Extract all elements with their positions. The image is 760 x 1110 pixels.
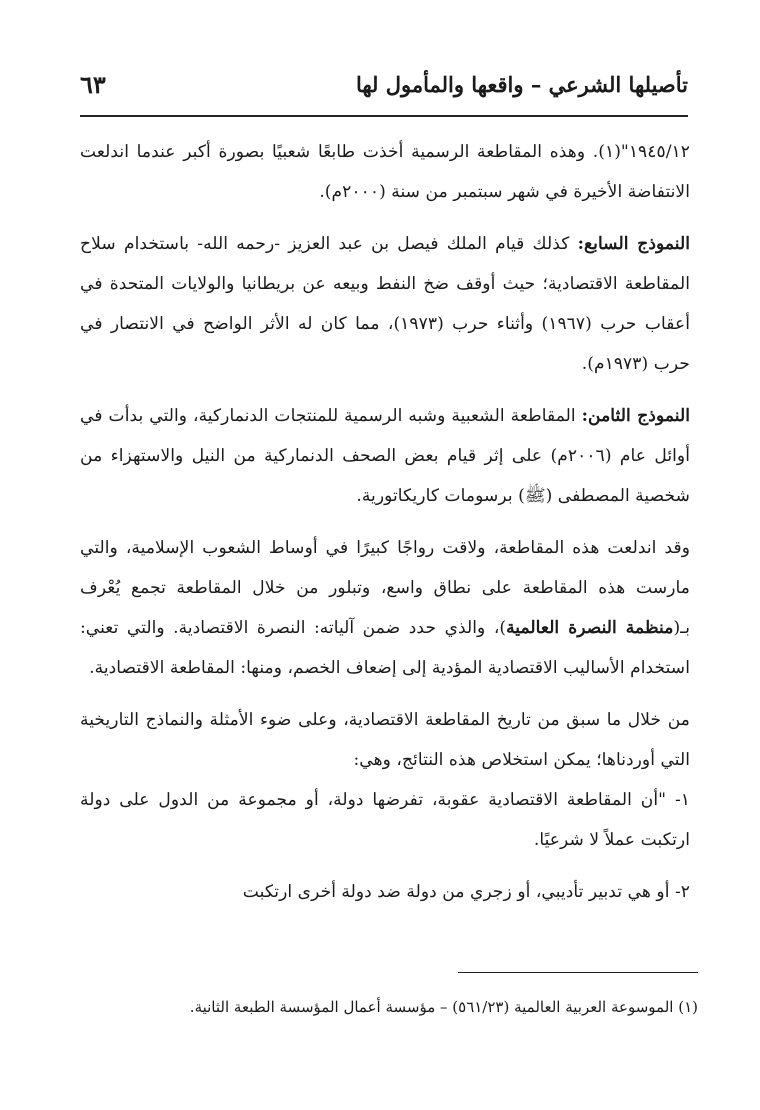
bold-heading: النموذج السابع: [577,234,691,254]
page-header [80,66,688,110]
bold-heading: النموذج الثامن: [581,406,690,426]
paragraph [80,132,690,212]
text-span: )، والذي حدد ضمن آلياته: النصرة الاقتصادية. والتي تعني: استخدام الأساليب الاقتصادية المؤدية إلى إضعاف الخصم، ومنها: المقاطعة الاقتصادية. [80,618,690,678]
paragraph [80,224,690,384]
numbered-item [80,872,690,912]
text-span: ١- "أن المقاطعة الاقتصادية عقوبة، تفرضها دولة، أو مجموعة من الدول على دولة ارتكبت عملاً لا شرعيًا. [80,790,690,850]
paragraph [80,396,690,516]
text-span: ١٩٤٥/١٢"(١). وهذه المقاطعة الرسمية أخذت طابعًا شعبيًا بصورة أكبر عندما اندلعت الانتفاضة الأخيرة في شهر سبتمبر من سنة (٢٠٠٠م). [80,142,690,202]
footnote: (١) الموسوعة العربية العالمية (٥٦١/٢٣) – مؤسسة أعمال المؤسسة الطبعة الثانية. [189,998,698,1016]
header-rule [80,115,688,117]
paragraph [80,528,690,688]
numbered-item [80,780,690,860]
bold-term: منظمة النصرة العالمية [506,618,674,638]
text-span: وقد اندلعت هذه المقاطعة، ولاقت رواجًا كبيرًا في أوساط الشعوب الإسلامية، والتي مارست هذه المقاطعة على نطاق واسع، وتبلور من خلال المقاطعة تجمع يُعْرف بـ( [80,538,690,638]
page-number: ٦٣ [80,70,106,99]
text-span: كذلك قيام الملك فيصل بن عبد العزيز -رحمه الله- باستخدام سلاح المقاطعة الاقتصادية؛ حيث أوقف ضخ النفط وبيعه عن بريطانيا والولايات المتحدة في أعقاب حرب (١٩٦٧) وأثناء حرب (١٩٧٣)، مما كان له الأثر الواضح في الانتصار في حرب (١٩٧٣م). [80,234,690,374]
footnote-rule [458,972,698,973]
text-span: ٢- أو هي تدبير تأديبي، أو زجري من دولة ضد دولة أخرى ارتكبت [242,882,690,902]
text-span: المقاطعة الشعبية وشبه الرسمية للمنتجات الدنماركية، والتي بدأت في أوائل عام (٢٠٠٦م) على إثر قيام بعض الصحف الدنماركية من النيل والاستهزاء من شخصية المصطفى (ﷺ) برسومات كاريكاتورية. [80,406,690,506]
paragraph [80,700,690,780]
page-body [80,132,690,912]
text-span: من خلال ما سبق من تاريخ المقاطعة الاقتصادية، وعلى ضوء الأمثلة والنماذج التاريخية التي أوردناها؛ يمكن استخلاص هذه النتائج، وهي: [80,710,690,770]
running-title: تأصيلها الشرعي – واقعها والمأمول لها [355,72,688,97]
